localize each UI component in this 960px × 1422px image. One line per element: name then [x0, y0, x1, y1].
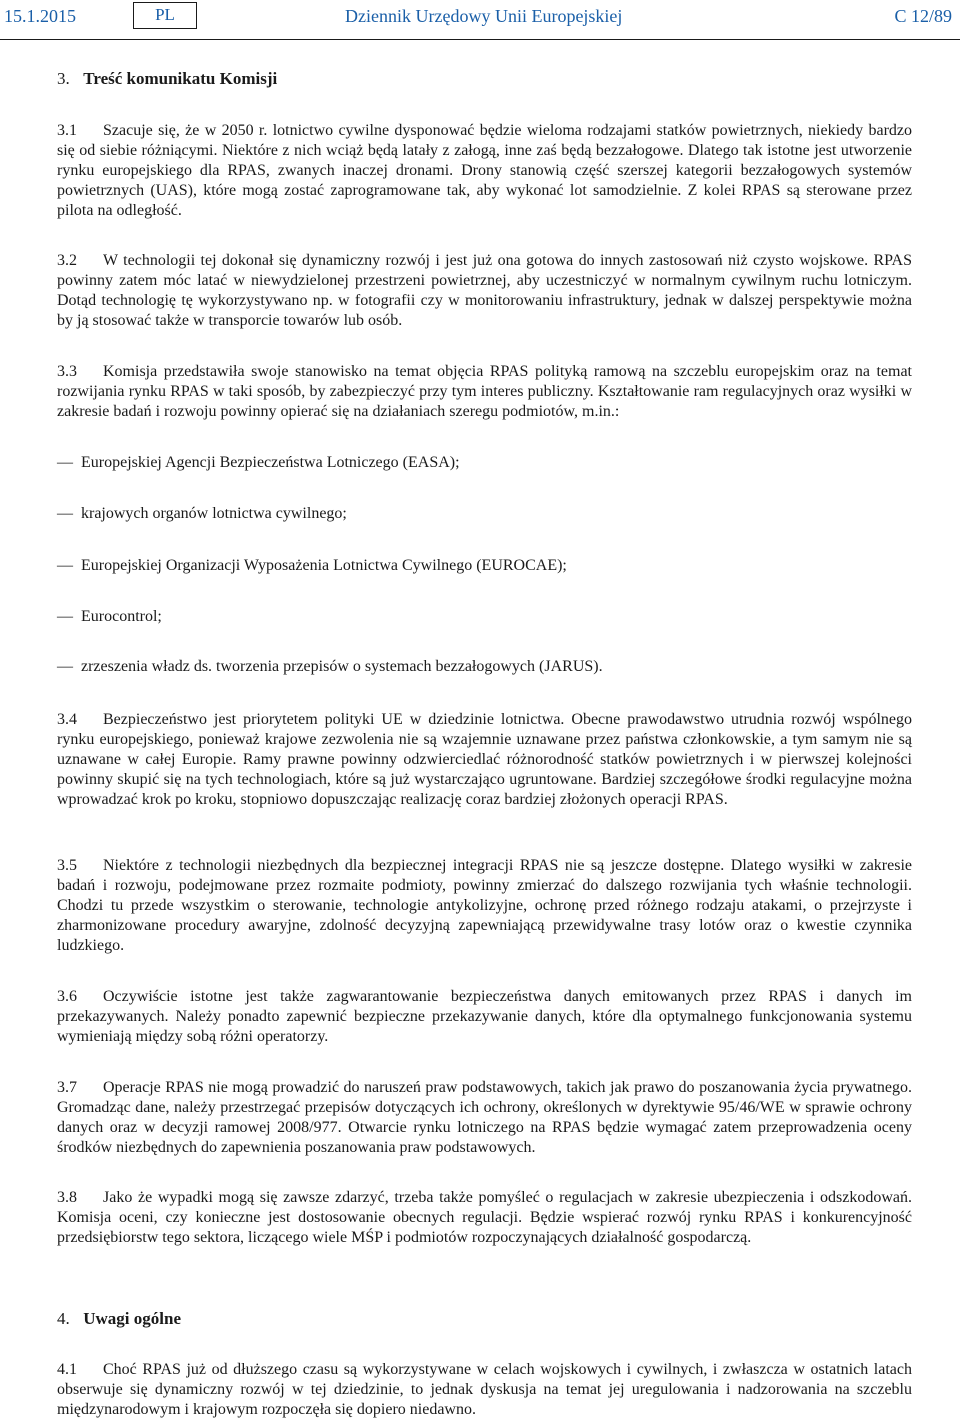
list-item-text: krajowych organów lotnictwa cywilnego;	[81, 505, 347, 522]
paragraph-text: Operacje RPAS nie mogą prowadzić do naruszeń praw podstawowych, takich jak prawo do poszanowania życia prywatnego. Gromadząc dane, należy przestrzegać przepisów dotyczących ich ochrony, określonych w dyrektywie 95/46/WE w sprawie ochrony danych oraz w decyzji ramowej 2008/977. Otwarcie rynku lotniczego na RPAS będzie wymagać zatem przeprowadzenia oceny środków niezbędnych do zapewnienia poszanowania praw podstawowych.	[57, 1079, 912, 1156]
list-item	[57, 657, 912, 677]
language-badge: PL	[133, 2, 197, 29]
paragraph	[57, 251, 912, 331]
paragraph-number: 3.8	[57, 1189, 77, 1206]
list-item-text: zrzeszenia władz ds. tworzenia przepisów o systemach bezzałogowych (JARUS).	[81, 658, 603, 675]
paragraph	[57, 987, 912, 1047]
publication-date: 15.1.2015	[4, 6, 76, 26]
paragraph-number: 3.7	[57, 1079, 77, 1096]
paragraph-number: 3.1	[57, 122, 77, 139]
paragraph-number: 4.1	[57, 1361, 77, 1378]
paragraph-text: W technologii tej dokonał się dynamiczny rozwój i jest już ona gotowa do innych zastosowań niż czysto wojskowe. RPAS powinny zatem móc latać w niewydzielonej przestrzeni powietrznej, aby uczestniczyć w normalnym cywilnym ruchu lotniczym. Dotąd technologię tę wykorzystywano np. w fotografii czy w monitorowaniu infrastruktury, jednak w dalszej perspektywie można by ją stosować także w transporcie towarów lub osób.	[57, 252, 912, 329]
journal-title: Dziennik Urzędowy Unii Europejskiej	[345, 6, 623, 26]
paragraph-text: Bezpieczeństwo jest priorytetem polityki UE w dziedzinie lotnictwa. Obecne prawodawstwo utrudnia rozwój wspólnego rynku europejskiego, ponieważ krajowe zezwolenia nie są wzajemnie uznawane przez państwa członkowskie, a tym samym nie są uznawane w całej Europie. Ramy prawne powinny odzwierciedlać różnorodność statków powietrznych i w pierwszej kolejności powinny skupić się na tych technologiach, które są już wystarczająco ugruntowane. Bardziej szczegółowe środki regulacyjne można wprowadzać krok po kroku, stopniowo dopuszczając realizację coraz bardziej złożonych operacji RPAS.	[57, 711, 912, 808]
paragraph-number: 3.5	[57, 857, 77, 874]
paragraph-number: 3.4	[57, 711, 77, 728]
paragraph-text: Oczywiście istotne jest także zagwarantowanie bezpieczeństwa danych emitowanych przez RPAS i danych im przekazywanych. Należy ponadto zapewnić bezpieczne przekazywanie danych, które dla optymalnego funkcjonowania systemu wymieniają między sobą różni operatorzy.	[57, 988, 912, 1045]
list-item	[57, 504, 912, 524]
paragraph	[57, 856, 912, 956]
paragraph-text: Choć RPAS już od dłuższego czasu są wykorzystywane w celach wojskowych i cywilnych, i zwłaszcza w ostatnich latach obserwuje się dynamiczny rozwój w tej dziedzinie, to jednak dyskusja na temat jej uregulowania i nadzorowania na szczeblu międzynarodowym i krajowym rozpoczęła się dopiero niedawno.	[57, 1361, 912, 1418]
section-title: Treść komunikatu Komisji	[83, 69, 278, 88]
list-item	[57, 453, 912, 473]
paragraph-number: 3.2	[57, 252, 77, 269]
section-title: Uwagi ogólne	[83, 1309, 181, 1328]
paragraph	[57, 362, 912, 422]
list-item	[57, 607, 912, 627]
paragraph-text: Szacuje się, że w 2050 r. lotnictwo cywilne dysponować będzie wieloma rodzajami statków powietrznych, niekiedy bardzo się od siebie różniącymi. Niektóre z nich wciąż będą latały z załogą, inne zaś będą bezzałogowe. Dlatego tak istotne jest utworzenie rynku europejskiego dla RPAS, zwanych inaczej dronami. Drony stanowią część szerszej kategorii bezzałogowych systemów powietrznych (UAS), które mogą zostać zaprogramowane tak, aby wykonać lot samodzielnie. Z kolei RPAS są sterowane przez pilota na odległość.	[57, 122, 912, 219]
list-dash: —	[57, 454, 73, 471]
section-number: 4.	[57, 1309, 70, 1328]
paragraph-number: 3.6	[57, 988, 77, 1005]
paragraph	[57, 710, 912, 810]
list-dash: —	[57, 505, 73, 522]
paragraph	[57, 1360, 912, 1420]
paragraph-text: Jako że wypadki mogą się zawsze zdarzyć, trzeba także pomyśleć o regulacjach w zakresie ubezpieczenia i odszkodowań. Komisja oceni, czy konieczne jest dostosowanie obecnych regulacji. Będzie wspierać rozwój rynku RPAS i konkurencyjność przedsiębiorstw tego sektora, liczącego wiele MŚP i podmiotów rozpoczynających działalność gospodarczą.	[57, 1189, 912, 1246]
list-dash: —	[57, 658, 73, 675]
page-header	[0, 0, 960, 40]
section-heading	[57, 1309, 181, 1329]
paragraph-text: Komisja przedstawiła swoje stanowisko na temat objęcia RPAS polityką ramową na szczeblu europejskim oraz na temat rozwijania rynku RPAS w taki sposób, by zabezpieczyć przy tym interes publiczny. Kształtowanie ram regulacyjnych oraz wysiłki w zakresie badań i rozwoju powinny opierać się na działaniach szeregu podmiotów, m.in.:	[57, 363, 912, 420]
section-heading	[57, 69, 277, 89]
paragraph	[57, 1188, 912, 1248]
list-dash: —	[57, 557, 73, 574]
page-reference: C 12/89	[894, 6, 952, 26]
list-item	[57, 556, 912, 576]
paragraph	[57, 121, 912, 221]
list-item-text: Europejskiej Organizacji Wyposażenia Lotnictwa Cywilnego (EUROCAE);	[81, 557, 567, 574]
header-divider	[0, 39, 960, 40]
list-dash: —	[57, 608, 73, 625]
paragraph-text: Niektóre z technologii niezbędnych dla bezpiecznej integracji RPAS nie są jeszcze dostępne. Dlatego wysiłki w zakresie badań i rozwoju, podejmowane przez rozmaite podmioty, powinny zmierzać do dalszego rozwijania tych właśnie technologii. Chodzi tu przede wszystkim o sterowanie, technologie antykolizyjne, ochronę przed różnego rodzaju atakami, o przejrzyste i zharmonizowane procedury awaryjne, zdolność decyzyjną zapewniającą przewidywalne trasy lotów oraz o kwestie czynnika ludzkiego.	[57, 857, 912, 954]
section-number: 3.	[57, 69, 70, 88]
list-item-text: Eurocontrol;	[81, 608, 162, 625]
paragraph	[57, 1078, 912, 1158]
paragraph-number: 3.3	[57, 363, 77, 380]
list-item-text: Europejskiej Agencji Bezpieczeństwa Lotniczego (EASA);	[81, 454, 460, 471]
